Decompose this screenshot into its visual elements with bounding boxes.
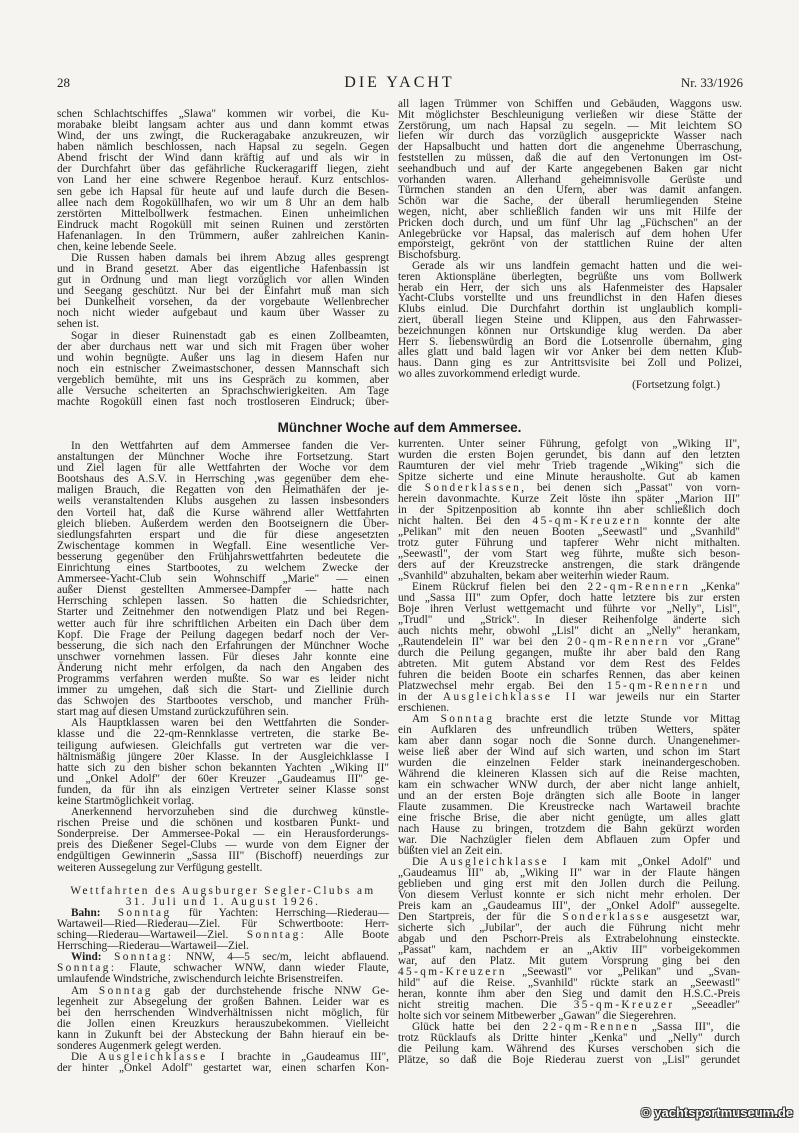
text-line: Sonderpreise. Der Ammersee-Pokal — ein Herausforderungs- (57, 828, 389, 841)
text-line: maligen Brauch, die Regatten von den Heimathäfen der je- (57, 484, 389, 497)
text-line: und wohin begnügte. Außer uns lag in diesem Hafen nur (57, 351, 389, 364)
text-line: „Pelikan" mit den neuen Booten „Seewastl" und „Svanhild" (398, 526, 740, 538)
text-line: erschienen. (398, 702, 450, 714)
text-line: und „Sassa III" zum Opfer, doch hatte letztere bis zur ersten (398, 592, 740, 604)
text-line: Zwischentage kommen in Wegfall. Eine wesentliche Ver- (57, 539, 389, 552)
text-line: „Trudl" und „Strick". In dieser Reihenfolge änderte sich (398, 614, 740, 626)
text-line: Eindruck macht Rogoküll mit seinen Ruinen und zerstörten (57, 218, 389, 231)
text-line: haus. Dann ging es zur Antrittsvisite bei Zoll und Polizei, (398, 357, 742, 370)
text-line: preis des Dießener Segel-Clubs — wurde von dem Eigner der (57, 839, 389, 852)
spaced-emphasis: 45-qm-Kreuzern (532, 515, 642, 527)
text-line: Mit möglichster Beschleunigung verließen wir diese Stätte der (398, 108, 742, 121)
text-line: und Seegang geschützt. Nur bei der Einfahrt muß man sich (57, 285, 389, 298)
paragraph (57, 952, 389, 985)
text-line: die Jollen einen Kreuzkurs herauszubekommen. Vielleicht (57, 1017, 389, 1030)
text-line: Herrsching schlepen lassen. So hatten die Schiedsrichter, (57, 595, 389, 608)
text-line: der hinter „Onkel Adolf" gestartet war, einen scharfen Kon- (57, 1062, 389, 1075)
text-line: und Ziel lagen für alle Wettfahrten der Woche vor dem (57, 462, 389, 475)
paragraph (398, 261, 742, 380)
text-line: weise ließ aber der Wind auf sich warten, und schon im Start (398, 746, 740, 758)
paragraph (398, 582, 740, 714)
spaced-emphasis: Ausgleichklasse I (439, 856, 569, 868)
text-line: teren Aktionspläne überlegten, begrüßte uns vom Bollwerk (398, 270, 742, 283)
text-line: vorhanden waren. Allerhand geheimnisvolle Gerüste und (398, 173, 742, 186)
spaced-emphasis: 22-qm-Rennern (587, 581, 691, 593)
text-line: all lagen Trümmer von Schiffen und Gebäuden, Waggons usw. (398, 98, 742, 110)
text-line: sehen ist. (57, 318, 100, 331)
text-line: sen gebe ich Hapsal für heute auf und laufe durch die Besen- (57, 185, 389, 198)
spaced-emphasis: 15-qm-Rennern (606, 680, 710, 692)
paragraph (398, 1022, 740, 1066)
text-line: liefen wir durch das vorzüglich ausgeprickte Wasser nach (398, 130, 742, 143)
text-line: schen Schlachtschiffes „Slawa" kommen wir vorbei, die Ku- (57, 108, 389, 120)
text-line: funden, da für ihn als einzigen Vertreter seiner Klasse sonst (57, 783, 389, 796)
text-line: eine frische Brise, die aber nicht genügte, um alles glatt (398, 812, 740, 824)
text-line: und in Brand gesetzt. Aber das eigentliche Hafenbassin ist (57, 263, 389, 276)
text-line: sonderes Augenmerk gelegt werden. (57, 1039, 222, 1052)
text-line: der Hapsalbucht und hatten dort die angenehme Überraschung, (398, 141, 742, 154)
text-line: Glück hatte bei den 22-qm-Rennen „Sassa III", die (412, 1021, 740, 1033)
text-line: fuhren die beiden Boote ein scharfes Rennen, das aber keinen (398, 669, 740, 681)
spaced-emphasis: Sonderklasse (562, 911, 651, 923)
text-line: Herrsching—Riederau—Wartaweil—Ziel. (57, 940, 250, 953)
text-line: „Gaudeamus III" ab, „Wiking II" war in der Flaute hängen (398, 867, 740, 879)
paragraph (57, 253, 389, 331)
text-line: wurden die einzelnen Felder stark ineinandergeschoben. (398, 757, 740, 769)
text-line: Die Russen haben damals bei ihrem Abzug alles gesprengt (71, 252, 389, 265)
text-line: außer Dienst gestellten Ammersee-Dampfer — hatte nach (57, 584, 389, 597)
text-line: das Schwojen des Startbootes verschob, und mancher Früh- (57, 695, 389, 708)
text-line: Am Sonntag brachte erst die letzte Stunde vor Mittag (412, 713, 740, 725)
text-line: In den Wettfahrten auf dem Ammersee fanden die Ver- (71, 440, 389, 452)
text-line: teiligung aufwiesen. Gleichfalls gut vertreten war die ver- (57, 739, 389, 752)
text-line: ziert, überall liegen Steine und Klippen, aus den Fahrwasser- (398, 313, 742, 326)
text-line: umlaufende Windstriche, zwischendurch leichte Brisenstreifen. (57, 973, 344, 986)
spaced-emphasis: Sonntag: (246, 929, 307, 942)
text-line: trotz guter Führung und tapferer Wehr nicht mithalten. (398, 537, 740, 549)
text-line: gut in Ordnung und man liegt vorzüglich vor allen Winden (57, 274, 389, 287)
text-line: „Svanhild" abzuhalten, bekam aber weiterhin wieder Raum. (398, 570, 670, 582)
text-line: 45-qm-Kreuzern „Seewastl" vor „Pelikan" und „Svan- (398, 966, 740, 978)
page-number: 28 (57, 75, 70, 90)
text-line: Plätze, so daß die Boje Riederau zuerst von „Lisl" gerundet (398, 1054, 740, 1066)
text-line: Türmchen standen an den Ufern, aber was damit anfangen. (398, 184, 742, 197)
text-line: klasse und die 22-qm-Rennklasse vertreten, die starke Be- (57, 728, 389, 741)
text-line: herab ein Herr, der sich uns als Hafenmeister des Hapsaler (398, 281, 742, 294)
text-line: nach Hause zu bringen, trotzdem die Bahn gekürzt worden (398, 823, 740, 835)
text-line: wurden die ersten Bojen gerundet, bis dann auf den letzten (398, 449, 740, 461)
text-line: anstaltungen der Münchner Woche ihre Fortsetzung. Start (57, 451, 389, 464)
text-line: besserung gegenüber den Frühjahrswettfahrten bedeutete die (57, 550, 389, 563)
text-line: Die Ausgleichklasse I brachte in „Gaudeamus III", (71, 1051, 389, 1064)
text-line: wegen, nicht, aber schließlich fanden wir uns mit Hilfe der (398, 205, 742, 218)
paragraph (57, 109, 389, 253)
text-line: Anlegebrücke vor Hapsal, das malerisch auf dem hohen Ufer (398, 227, 742, 240)
text-line: Die Ausgleichklasse I kam mit „Onkel Adolf" und (412, 856, 740, 868)
text-line: Klubs einlud. Die Durchfahrt dorthin ist unglaublich kompli- (398, 303, 742, 316)
text-line: der Durchfahrt über das gefährliche Ruckeragariff liegen, zieht (57, 163, 389, 176)
spaced-emphasis: 20-qm-Rennern (566, 636, 670, 648)
text-line: besserung, die sich nach den Erfahrungen der Münchner Woche (57, 639, 389, 652)
paragraph (398, 714, 740, 857)
spaced-emphasis: Sonntag: (57, 962, 117, 975)
text-line: Sonntag: Flaute, schwacher WNW, dann wieder Flaute, (57, 962, 389, 975)
text-line: hältnismäßig jüngere 20er Klasse. In der Ausgleichklasse I (57, 750, 389, 763)
text-line: Bahn: Sonntag für Yachten: Herrsching—Riederau— (71, 906, 389, 919)
text-line: Wind, der uns zwingt, die Ruckeragabake anzukreuzen, wir (57, 130, 389, 143)
text-line: abgab und den Pschorr-Preis als Extrabelohnung einsteckte. (398, 933, 740, 945)
text-line: alle Versuche scheiterten an Sprachschwierigkeiten. Am Tage (57, 384, 389, 397)
text-line: Pricken doch durch, und um fünf Uhr lag „Füchschen" an der (398, 216, 742, 229)
text-line: kann in Zukunft bei der Absteckung der Bahn hierauf ein be- (57, 1028, 389, 1041)
text-line: Den Startpreis, der für die Sonderklasse ausgesetzt war, (398, 911, 740, 923)
text-line: sching—Riederau—Wartaweil—Ziel. Sonntag: Alle Boote (57, 929, 389, 942)
text-line: Sogar in dieser Ruinenstadt gab es einen Zollbeamten, (71, 329, 389, 342)
text-line: noch nicht wieder aufgebaut und kaum über Wasser zu (57, 307, 389, 320)
text-line: trotz Rücklaufs als Dritte hinter „Kenka" und „Nelly" durch (398, 1032, 740, 1044)
text-line: (Fortsetzung folgt.) (632, 378, 720, 391)
article-title: Münchner Woche auf dem Ammersee. (277, 420, 522, 435)
text-line: chen, keine lebende Seele. (57, 240, 177, 253)
spaced-emphasis: 35-qm-Kreuzer (573, 999, 675, 1011)
lower-left-column (57, 441, 389, 1074)
text-line: „Passat" kam, nachdem er an „Aktiv III" vorbeigekommen (398, 944, 740, 956)
paragraph (57, 986, 389, 1053)
text-line: Yacht-Clubs vorstellte und uns freundlichst in den Hafen dieses (398, 292, 742, 305)
text-line: nicht streitig machen. Die 35-qm-Kreuzer „Seeadler" (398, 999, 740, 1011)
text-line: Gerade als wir uns landfein gemacht hatten und die wei- (412, 259, 742, 272)
text-line: der aber durchaus nett war und sich mit Fragen über woher (57, 340, 389, 353)
text-line: „Rautendelein II" war bei den 20-qm-Rennern vor „Grane" (398, 636, 741, 648)
paragraph (398, 99, 742, 261)
text-line: herein davonmachte. Kurze Zeit löste ihn später „Marion III" (398, 493, 740, 505)
paragraph (57, 1052, 389, 1074)
paragraph (57, 718, 389, 807)
text-line: geblieben und ging erst mit den Jollen durch die Peilung. (398, 878, 740, 890)
text-line: rischen Preise und die schönen und kostbaren Punkt- und (57, 817, 389, 830)
text-line: vergeblich bemühte, mit uns ins Gespräch zu kommen, aber (57, 373, 389, 386)
text-line: gleich blieben. Außerdem werden den Bootseignern die Über- (57, 517, 389, 530)
text-line: Herr S. liebenswürdig an Bord die Lotsenrolle übernahm, ging (398, 335, 742, 348)
text-line: Während die kleineren Klassen sich auf die Reise machten, (398, 768, 740, 780)
text-line: sicherte sich „Jubilar", der auch die Führung nicht mehr (398, 922, 740, 934)
paragraph (398, 439, 740, 582)
text-line: Programms verfahren werden mußte. So war es leider nicht (57, 672, 389, 685)
text-line: alles glatt und bald lagen wir vor Anker bei dem netten Klub- (398, 346, 742, 359)
text-line: die Sonderklassen, bei denen sich „Passat" von vorn- (398, 482, 740, 494)
paragraph (57, 331, 389, 409)
text-line: haben nämlich beschlossen, nach Hapsal zu segeln. Gegen (57, 141, 389, 154)
spaced-emphasis: 31. Juli und 1. August 1926. (125, 895, 321, 908)
text-line: siedlungsfahrten erspart und die für diese angesetzten (57, 528, 389, 541)
text-line: hild" auf die Reise. „Svanhild" rückte stark an „Seewastl" (398, 977, 740, 989)
text-line: Von diesem Verlust konnte er sich nicht mehr erholen. Der (398, 889, 740, 901)
text-line: kurrenten. Unter seiner Führung, gefolgt von „Wiking II", (398, 438, 740, 450)
text-line: wo alles zuvorkommend erledigt wurde. (398, 367, 581, 380)
text-line: feststellen zu müssen, daß die auf den Vertonungen im Ost- (398, 151, 742, 164)
text-line: endgültigen Gewinnerin „Sassa III" (Bischoff) neuerdings zur (57, 850, 389, 863)
text-line: Am Sonntag gab der durchstehende frische NNW Ge- (71, 984, 389, 997)
text-line: morabake bleibt langsam achter aus und dann kommt etwas (57, 119, 389, 132)
paragraph (57, 908, 389, 952)
upper-left-column (57, 109, 389, 408)
text-line: in der Spitzenposition ab konnte ihn aber schließlich doch (398, 504, 740, 516)
text-line: emporsteigt, gekrönt von der stattlichen Ruine der alten (398, 238, 742, 251)
text-line: Änderung nicht mehr erfolgen, da nach den Angaben des (57, 661, 389, 674)
text-line: ein Aufklaren des unfreundlich trüben Wetters, später (398, 724, 740, 736)
spaced-emphasis: Sonntag (98, 984, 153, 997)
text-line: allee nach dem Rogoküllhafen, wo wir um 8 Uhr an dem halb (57, 196, 389, 209)
text-line: legenheit zur Absegelung der großen Bahnen. Leider war es (57, 995, 389, 1008)
text-line: Spitze sicherte und eine Minute herausholte. Gut ab kamen (398, 471, 740, 483)
text-line: Flaute zusammen. Die Kreustrecke nach Wartaweil brachte (398, 801, 740, 813)
text-line: zerstörten Mittelbollwerk festmachen. Einen unheimlichen (57, 207, 389, 220)
text-line: nicht halten. Bei den 45-qm-Kreuzern konnte der alte (398, 515, 741, 527)
text-line: immer zu umgehen, daß sich die Start- und Ziellinie durch (57, 684, 389, 697)
text-line: von Land her eine schwere Regenboe herauf. Kurz entschlos- (57, 174, 389, 187)
text-line: Wind: Sonntag: NNW, 4—5 sec/m, leicht abflauend. (71, 951, 389, 964)
issue-number: Nr. 33/1926 (680, 75, 743, 90)
text-line: auch nichts mehr, obwohl „Lisl" dicht an „Nelly" herankam, (398, 625, 740, 637)
spaced-emphasis: Ausgleichklasse II (442, 691, 578, 703)
text-line: noch ein estnischer Zweimastschoner, dessen Mannschaft sich (57, 362, 389, 375)
text-line: Einem Rückruf fielen bei den 22-qm-Rennern „Kenka" (412, 581, 740, 593)
spaced-emphasis: 45-qm-Kreuzern (398, 966, 507, 978)
paragraph (398, 857, 740, 1022)
text-line: Kopf. Die Frage der Peilung dagegen bedarf noch der Ver- (57, 628, 389, 641)
spaced-emphasis: Sonntag: (114, 951, 174, 964)
text-line: keine Startmöglichkeit vorlag. (57, 795, 195, 807)
text-line: heran, konnte ihm aber den Sieg und damit den H.S.C.-Preis (398, 988, 740, 1000)
text-line: machte Rogoküll einen fast noch trostloseren Eindruck; über- (57, 396, 389, 409)
spaced-emphasis: 22-qm-Rennen (542, 1021, 640, 1033)
watermark: © yachtsportmuseum.de (641, 1105, 793, 1120)
text-line: seehandbuch und auf der Karte angegebenen Baken gar nicht (398, 162, 742, 175)
text-line: unschwer vornehmen lassen. Für dieses Jahr konnte eine (57, 650, 389, 663)
spaced-emphasis: Sonderklassen (424, 482, 522, 494)
text-line: Schön war die Sache, der überall herumliegenden Steine (398, 195, 742, 208)
bold-label: Bahn: (71, 906, 101, 919)
bold-label: Wind: (71, 951, 102, 964)
text-line: Wartaweil—Ried—Riederau—Ziel. Für Schwertboote: Herr- (57, 917, 389, 930)
text-line: weiteren Aussegelung zur Verfügung gestellt. (57, 861, 263, 874)
text-line: weils veranstaltenden Klubs ausgehen zu lassen insbesonders (57, 495, 389, 508)
text-line: und „Onkel Adolf" der 60er Kreuzer „Gaudeamus III" ge- (57, 772, 389, 785)
magazine-title: DIE YACHT (344, 74, 455, 91)
paragraph (57, 807, 389, 874)
section-heading (57, 886, 389, 908)
spaced-emphasis: Ausgleichklasse I (98, 1051, 227, 1064)
text-line: war, auf den Platz. Mit gutem Vorsprung ging bei den (398, 955, 740, 967)
text-line: Zerstörung, um nach Hapsal zu segeln. — Mit leichtem SO (398, 119, 742, 132)
text-line: Bischofsburg. (398, 249, 461, 262)
text-line: ders auf der Kreuzstrecke anstrengen, die stark drängende (398, 559, 740, 571)
text-line: bezeichnungen können nur Ortskundige klug werden. Da aber (398, 324, 742, 337)
text-line: durch die Peilung gegangen, mußte ihr aber bald den Rang (398, 647, 740, 659)
spaced-emphasis: Sonntag (440, 713, 495, 725)
continuation-note (398, 380, 742, 391)
text-line: Starter und Zeitnehmer den notwendigen Platz und bei Regen- (57, 606, 389, 619)
text-line: Boje ihren Verlust wettgemacht und führte vor „Nelly", Lisl", (398, 603, 740, 615)
text-line: Ammersee-Yacht-Club sein Wohnschiff „Marie" — einen (57, 573, 389, 586)
lower-right-column (398, 439, 740, 1066)
upper-right-column (398, 99, 742, 391)
text-line: start mag auf diesen Umstand zurückzuführen sein. (57, 706, 289, 719)
text-line: war. Die Nachzügler fielen dem Abflauen zum Opfer und (398, 834, 740, 846)
text-line: „Seewastl", der vom Start weg führte, mußte sich beson- (398, 548, 740, 560)
text-line: Raumturen der viel mehr Trieb tragende „Wiking" sich die (398, 460, 740, 472)
text-line: Hafenanlagen. In den Trümmern, außer zahlreichen Kanin- (57, 229, 389, 242)
text-line: und an der ersten Boje drängten sich alle Boote in langer (398, 790, 740, 802)
text-line: Einrichtung eines Startbootes, zu welchem Zwecke der (57, 562, 389, 575)
text-line: wetter auch für ihre schriftlichen Arbeiten ein Dach über dem (57, 617, 389, 630)
text-line: abtreten. Mit gutem Abstand vor dem Rest des Feldes (398, 658, 740, 670)
paragraph (57, 441, 389, 718)
text-line: Abend frischt der Wind dann kräftig auf und als wir in (57, 152, 389, 165)
text-line: Preis kam an „Gaudeamus III", der „Onkel Adolf" aussegelte. (398, 900, 740, 912)
text-line: bei den herrschenden Windverhältnissen nicht möglich, für (57, 1006, 389, 1019)
text-line: kam ein schwacher WNW durch, der aber nicht lange anhielt, (398, 779, 740, 791)
spaced-emphasis: Sonntag (117, 906, 172, 919)
text-line: Platzwechsel mehr ergab. Bei den 15-qm-Rennern und (398, 680, 740, 692)
text-line: holte sich vor seinem Mitbewerber „Gawan" die Siegerehren. (398, 1010, 677, 1022)
text-line: bei Dunkelheit vorsehen, da der vorgebaute Wellenbrecher (57, 296, 389, 309)
text-line: den Vorteil hat, daß die Kurse während aller Wettfahrten (57, 506, 389, 519)
spaced-emphasis: Wettfahrten des Augsburger Segler-Clubs am (70, 884, 376, 897)
text-line: büßten viel an Zeit ein. (398, 845, 503, 857)
text-line: Bootshaus des A.S.V. in Herrsching ,was gegenüber dem ehe- (57, 473, 389, 486)
text-line: die Peilung kam. Während des Kurses verschoben sich die (398, 1043, 740, 1055)
text-line: kam aber dann sogar noch die Sonne durch. Unangenehmer- (398, 735, 740, 747)
text-line: Anerkennend hervorzuheben sind die durchweg künstle- (71, 806, 389, 819)
text-line: hatte sich zu den bisher schon bekannten Yachten „Wiking II" (57, 761, 389, 774)
text-line: in der Ausgleichklasse II war jeweils nur ein Starter (398, 691, 740, 703)
text-line: Als Hauptklassen waren bei den Wettfahrten die Sonder- (71, 717, 389, 730)
